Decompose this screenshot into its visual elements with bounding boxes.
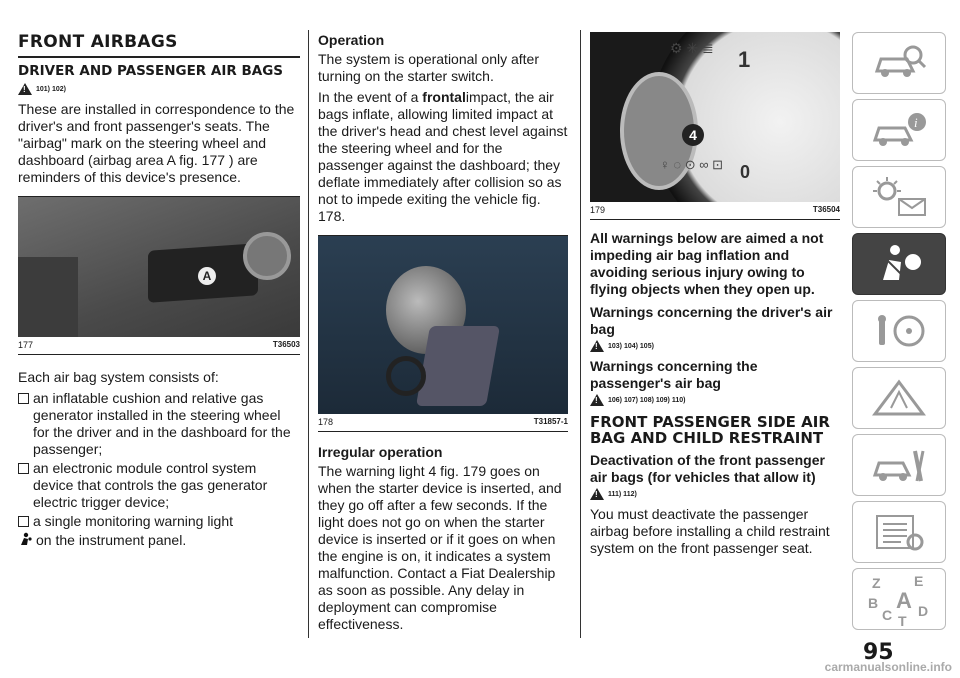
road-warning-icon — [869, 378, 929, 418]
indicator-icons: ⚙ ✳ ≣ — [670, 40, 714, 56]
index-letter: E — [914, 573, 924, 589]
tab-key-steering[interactable] — [852, 300, 946, 362]
callout-4: 4 — [682, 124, 704, 146]
checkbox-bullet-icon — [18, 516, 29, 527]
figure-178 — [318, 235, 568, 432]
car-search-icon — [869, 43, 929, 83]
warning-triangle-icon — [590, 488, 604, 500]
list-item: an electronic module control system device that controls the gas generator electric trigger device; — [18, 460, 300, 511]
svg-text:i: i — [914, 115, 918, 130]
list-item: on the instrument panel. — [18, 532, 300, 549]
checkbox-bullet-icon — [18, 463, 29, 474]
warning-lamps-icon: ♀ ◌ ⊙ ∞ ⊡ — [660, 157, 723, 172]
column-3 — [590, 0, 840, 561]
page-number: 95 — [863, 640, 894, 665]
deactivation-title: Deactivation of the front passenger air bags (for vehicles that allow it) — [590, 452, 825, 485]
figure-caption: 179 T36504 — [590, 202, 840, 220]
side-airbag-heading: FRONT PASSENGER SIDE AIR BAG AND CHILD RESTRAINT — [590, 413, 830, 447]
warning-refs: ! 106) 107) 108) 109) 110) — [590, 394, 840, 406]
key-steering-icon — [869, 311, 929, 351]
instrument-cluster-photo — [590, 32, 840, 202]
subsection-heading: DRIVER AND PASSENGER AIR BAGS — [18, 63, 284, 79]
intro-paragraph: These are installed in correspondence to the driver's and front passenger's seats. The "airbag" mark on the steering wheel and dashboard (airbag area A fig. 177 ) are reminders of this device's presence. — [18, 101, 295, 185]
deactivation-text: You must deactivate the passenger airbag before installing a child restraint system on the front passenger seat. — [590, 506, 830, 556]
airbag-warning-icon — [18, 532, 32, 546]
consists-text: Each air bag system consists of: — [18, 369, 219, 385]
alphabet-index-icon — [864, 572, 934, 626]
tab-car-search[interactable] — [852, 32, 946, 94]
list-item: an inflatable cushion and relative gas generator installed in the steering wheel for the driver and in the dashboard for the passenger; — [18, 390, 300, 458]
heading-rule — [18, 56, 300, 58]
seat-shape — [416, 326, 500, 406]
section-heading: FRONT AIRBAGS — [18, 32, 178, 52]
watermark: carmanualsonline.info — [824, 660, 952, 674]
warning-triangle-icon — [590, 394, 604, 406]
operation-title: Operation — [318, 32, 385, 48]
checkbox-bullet-icon — [18, 393, 29, 404]
index-letter: T — [898, 613, 907, 626]
steering-wheel — [386, 356, 426, 396]
index-letter: Z — [872, 575, 881, 591]
specs-list-icon — [869, 512, 929, 552]
irregular-text: The warning light 4 fig. 179 goes on when the starter device is inserted, and they go off after a few seconds. If the light does not go on when the starter device is inserted or if it goes on when the engine is on, it indicates a system malfunction. Contact a Fiat Dealership as soon as possible. Any delay in deployment can compromise effectiveness. — [318, 463, 562, 632]
console — [18, 257, 78, 337]
warning-triangle-icon — [590, 340, 604, 352]
tab-car-info[interactable] — [852, 99, 946, 161]
figure-caption: 177 T36503 — [18, 337, 300, 355]
warning-triangle-icon — [18, 83, 32, 95]
tab-specs-list[interactable] — [852, 501, 946, 563]
index-letter: C — [882, 607, 893, 623]
gauge-mark-0: 0 — [740, 162, 751, 182]
figure-caption: 178 T31857-1 — [318, 414, 568, 432]
operation-text-1: The system is operational only after turning on the starter switch. — [318, 51, 539, 84]
figure-179 — [590, 32, 840, 220]
tab-car-service[interactable] — [852, 434, 946, 496]
operation-text-2: In the event of a frontalimpact, the air bags inflate, allowing limited impact at the driver's head and chest level against the steering wheel and for the passenger against the dashboard; they deflate immediately after collision so as not to impede exiting the vehicle fig. 178. — [318, 89, 568, 224]
irregular-title: Irregular operation — [318, 444, 443, 460]
chapter-sidebar — [852, 32, 946, 635]
column-2 — [318, 0, 568, 637]
airbag-render — [318, 236, 568, 414]
index-letter: B — [868, 595, 879, 611]
warning-refs: ! 101) 102) — [18, 83, 300, 95]
index-letter: A — [896, 588, 912, 613]
tab-airbag-seat[interactable] — [852, 233, 946, 295]
tab-road-warning[interactable] — [852, 367, 946, 429]
airbag-seat-icon — [869, 242, 929, 286]
figure-177 — [18, 196, 300, 355]
passenger-warnings-title: Warnings concerning the passenger's air bag — [590, 358, 758, 391]
vent-icon — [243, 232, 291, 280]
car-info-icon — [869, 110, 929, 150]
column-divider — [308, 30, 309, 638]
tab-alphabet-index[interactable] — [852, 568, 946, 630]
gauge-mark-1: 1 — [738, 47, 751, 72]
warnings-intro: All warnings below are aimed a not impeding air bag inflation and avoiding serious injury owing to flying objects when they open up. — [590, 230, 824, 297]
warning-refs: ! 111) 112) — [590, 488, 840, 500]
callout-a: A — [198, 267, 216, 285]
car-service-icon — [869, 445, 929, 485]
tab-warning-lights[interactable] — [852, 166, 946, 228]
column-1 — [18, 0, 300, 551]
index-letter: D — [918, 603, 929, 619]
warning-lights-icon — [869, 175, 929, 219]
warning-refs: ! 103) 104) 105) — [590, 340, 840, 352]
dashboard-photo — [18, 197, 300, 337]
driver-warnings-title: Warnings concerning the driver's air bag — [590, 304, 833, 337]
list-item: a single monitoring warning light — [18, 513, 300, 530]
column-divider — [580, 30, 581, 638]
